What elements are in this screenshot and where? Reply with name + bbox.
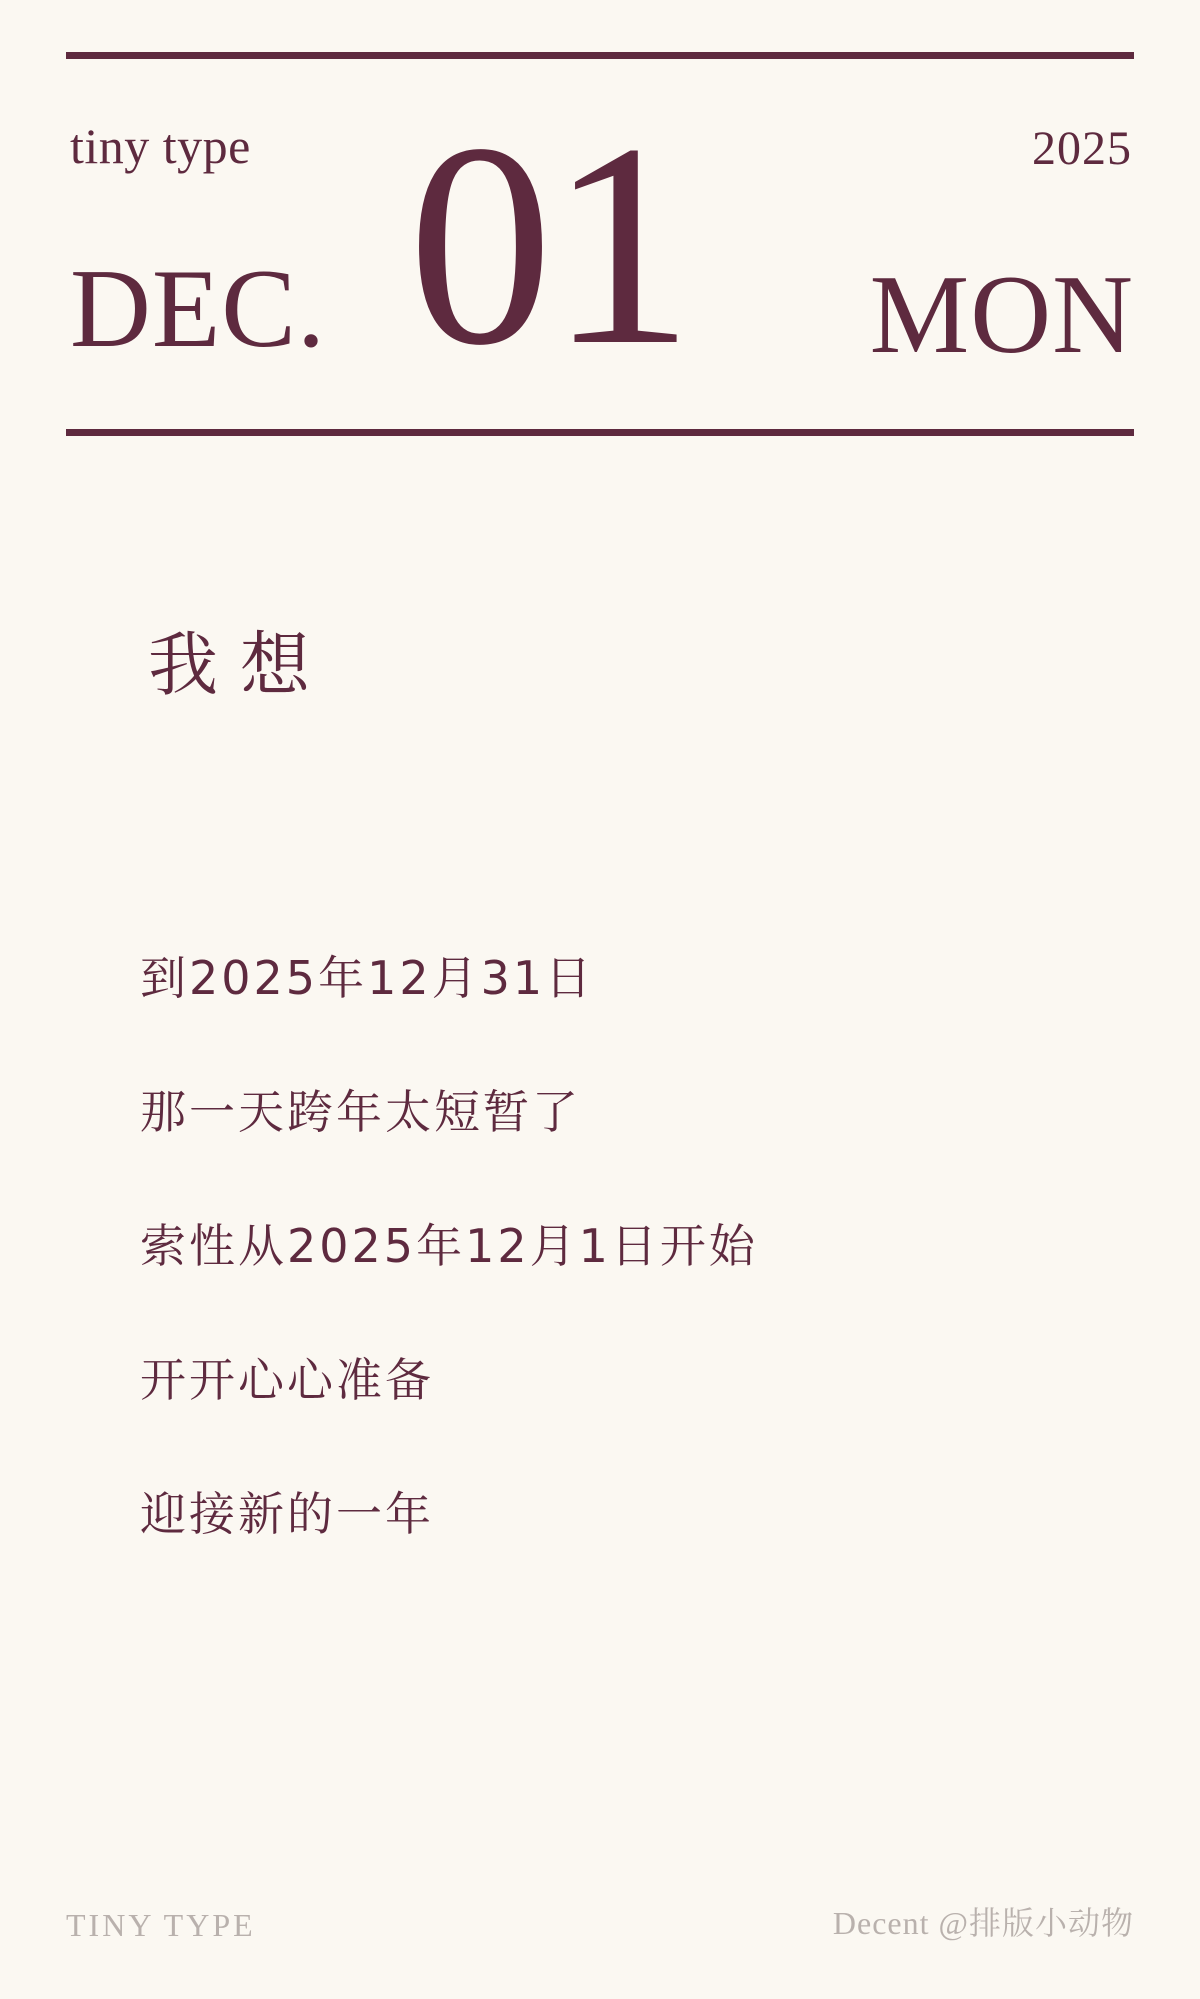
header-inner — [66, 59, 1134, 429]
year-label: 2025 — [1032, 122, 1132, 175]
body-line: 迎接新的一年 — [140, 1487, 434, 1541]
footer-brand: TINY TYPE — [66, 1907, 256, 1943]
brand-wordmark: tiny type — [70, 118, 251, 174]
body-line: 到2025年12月31日 — [140, 951, 595, 1005]
calendar-header — [66, 52, 1134, 436]
month-label: DEC. — [70, 247, 326, 371]
body-lines — [140, 951, 1120, 1625]
body-line: 那一天跨年太短暂了 — [140, 1085, 581, 1139]
header-bottom-rule — [66, 429, 1134, 436]
body-line: 索性从2025年12月1日开始 — [140, 1219, 758, 1273]
body-line: 开开心心准备 — [140, 1353, 434, 1407]
lead-text: 我想 — [148, 624, 332, 706]
weekday-label: MON — [869, 253, 1134, 377]
day-number: 01 — [408, 84, 690, 405]
header-top-rule — [66, 52, 1134, 59]
footer-credit: Decent @排版小动物 — [832, 1905, 1134, 1941]
